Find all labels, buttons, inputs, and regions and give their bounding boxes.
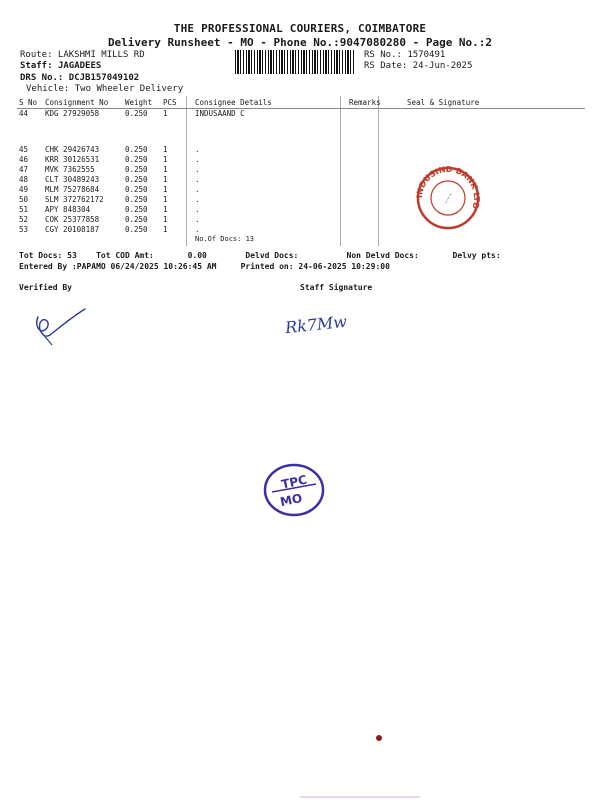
cell-weight: 0.250 <box>125 194 148 204</box>
cell-pcs: 1 <box>163 204 168 214</box>
header-pcs: PCS <box>161 96 193 109</box>
table-row <box>17 165 585 175</box>
header-consignment: Consignment No <box>43 96 123 109</box>
cell-consignment: KRR 30126531 <box>45 154 100 164</box>
cell-weight: 0.250 <box>125 154 148 164</box>
cell-consignment: CLT 30489243 <box>45 174 100 184</box>
no-of-docs: No.Of Docs: 13 <box>195 234 255 243</box>
cell-consignee: . <box>195 204 200 214</box>
cell-sno: 46 <box>19 154 29 164</box>
ink-spot <box>376 735 382 741</box>
cell-weight: 0.250 <box>125 184 148 194</box>
header-sno: S No <box>17 96 43 109</box>
table-row <box>17 185 585 195</box>
staff-signature-label: Staff Signature <box>300 283 373 292</box>
cell-pcs: 1 <box>163 214 168 224</box>
delvd-docs: Delvd Docs: <box>245 251 299 260</box>
staff-label: Staff: <box>20 61 53 71</box>
cell-weight: 0.250 <box>125 214 148 224</box>
tpc-mo-stamp <box>260 462 328 518</box>
drs-line <box>20 73 139 83</box>
bank-seal-text: INDUSIND BANK LTD <box>414 164 482 211</box>
cell-pcs: 1 <box>163 184 168 194</box>
runsheet-subtitle: Delivery Runsheet - MO - Phone No.:9047080280 - Page No.:2 <box>107 36 493 49</box>
tpc-text: TPC <box>280 472 309 492</box>
table-row <box>17 215 585 225</box>
runsheet-table <box>17 96 585 245</box>
header-seal: Seal & Signature <box>387 96 585 109</box>
entered-line <box>19 262 390 271</box>
cell-pcs: 1 <box>163 154 168 164</box>
cell-consignee: . <box>195 224 200 234</box>
header-weight: Weight <box>123 96 161 109</box>
cell-sno: 44 <box>19 109 29 118</box>
rs-number: RS No.: 1570491 <box>364 50 446 60</box>
verifier-signature <box>30 305 90 350</box>
non-delvd-docs: Non Delvd Docs: <box>346 251 419 260</box>
cell-consignment: MLM 75278684 <box>45 184 100 194</box>
bank-seal-stamp <box>413 163 483 233</box>
cell-pcs: 1 <box>163 194 168 204</box>
cell-consignee: . <box>195 144 200 154</box>
cell-weight: 0.250 <box>125 224 148 234</box>
table-header-row <box>17 96 585 109</box>
cell-pcs: 1 <box>163 164 168 174</box>
header-consignee: Consignee Details <box>193 96 347 109</box>
cell-consignee: . <box>195 214 200 224</box>
cell-consignment: COK 25377858 <box>45 214 100 224</box>
cell-weight: 0.250 <box>125 174 148 184</box>
tot-docs: Tot Docs: 53 <box>19 251 77 260</box>
cell-weight: 0.250 <box>125 164 148 174</box>
table-row <box>17 205 585 215</box>
totals-line <box>19 251 501 260</box>
table-row <box>17 109 585 145</box>
cell-consignment: APY 848304 <box>45 204 91 214</box>
table-row <box>17 175 585 185</box>
cell-weight: 0.250 <box>125 109 148 118</box>
cell-pcs: 1 <box>163 224 168 234</box>
table-row <box>17 195 585 205</box>
cell-sno: 53 <box>19 224 29 234</box>
cell-weight: 0.250 <box>125 144 148 154</box>
company-title: THE PROFESSIONAL COURIERS, COIMBATORE <box>173 22 427 35</box>
mo-text: MO <box>278 490 304 510</box>
delvy-pts: Delvy pts: <box>452 251 501 260</box>
cell-consignee: . <box>195 194 200 204</box>
cell-consignment: MVK 7362555 <box>45 164 95 174</box>
cell-pcs: 1 <box>163 144 168 154</box>
cell-consignee: . <box>195 154 200 164</box>
drs-label: DRS No.: <box>20 73 64 83</box>
table-row <box>17 225 585 235</box>
barcode <box>235 50 355 74</box>
cell-consignee: . <box>195 164 200 174</box>
cell-sno: 49 <box>19 184 29 194</box>
page-edge-mark <box>300 796 420 798</box>
cell-sno: 45 <box>19 144 29 154</box>
cell-consignment: CGY 20108187 <box>45 224 100 234</box>
rs-date: RS Date: 24-Jun-2025 <box>364 61 473 71</box>
cell-sno: 50 <box>19 194 29 204</box>
svg-text:~~~: ~~~ <box>443 191 455 206</box>
cell-consignment: SLM 372762172 <box>45 194 104 204</box>
cell-consignment: CHK 29426743 <box>45 144 100 154</box>
cell-consignee: . <box>195 184 200 194</box>
cell-consignment: KDG 27929058 <box>45 109 100 118</box>
tot-cod-label: Tot COD Amt: <box>96 251 154 260</box>
cell-consignee: . <box>195 174 200 184</box>
table-row <box>17 145 585 155</box>
cell-consignee: INDUSAAND C <box>195 109 245 118</box>
table-footer-row <box>17 235 585 245</box>
entered-by: Entered By :PAPAMO 06/24/2025 10:26:45 AM <box>19 262 217 271</box>
cell-sno: 52 <box>19 214 29 224</box>
route-label: Route: LAKSHMI MILLS RD <box>20 50 145 60</box>
drs-value: DCJB157049102 <box>68 73 140 83</box>
cell-weight: 0.250 <box>125 204 148 214</box>
cell-pcs: 1 <box>163 174 168 184</box>
cell-sno: 47 <box>19 164 29 174</box>
cell-sno: 51 <box>19 204 29 214</box>
cell-sno: 48 <box>19 174 29 184</box>
staff-value: JAGADEES <box>57 61 102 71</box>
cell-pcs: 1 <box>163 109 168 118</box>
printed-on: Printed on: 24-06-2025 10:29:00 <box>240 262 390 271</box>
tot-cod-value: 0.00 <box>187 251 207 260</box>
staff-signature-mark: Rk7Mw <box>284 311 348 338</box>
vehicle-label: Vehicle: Two Wheeler Delivery <box>26 84 184 94</box>
header-remarks: Remarks <box>347 96 387 109</box>
table-row <box>17 155 585 165</box>
staff-line <box>20 61 101 71</box>
verified-by-label: Verified By <box>19 283 72 292</box>
